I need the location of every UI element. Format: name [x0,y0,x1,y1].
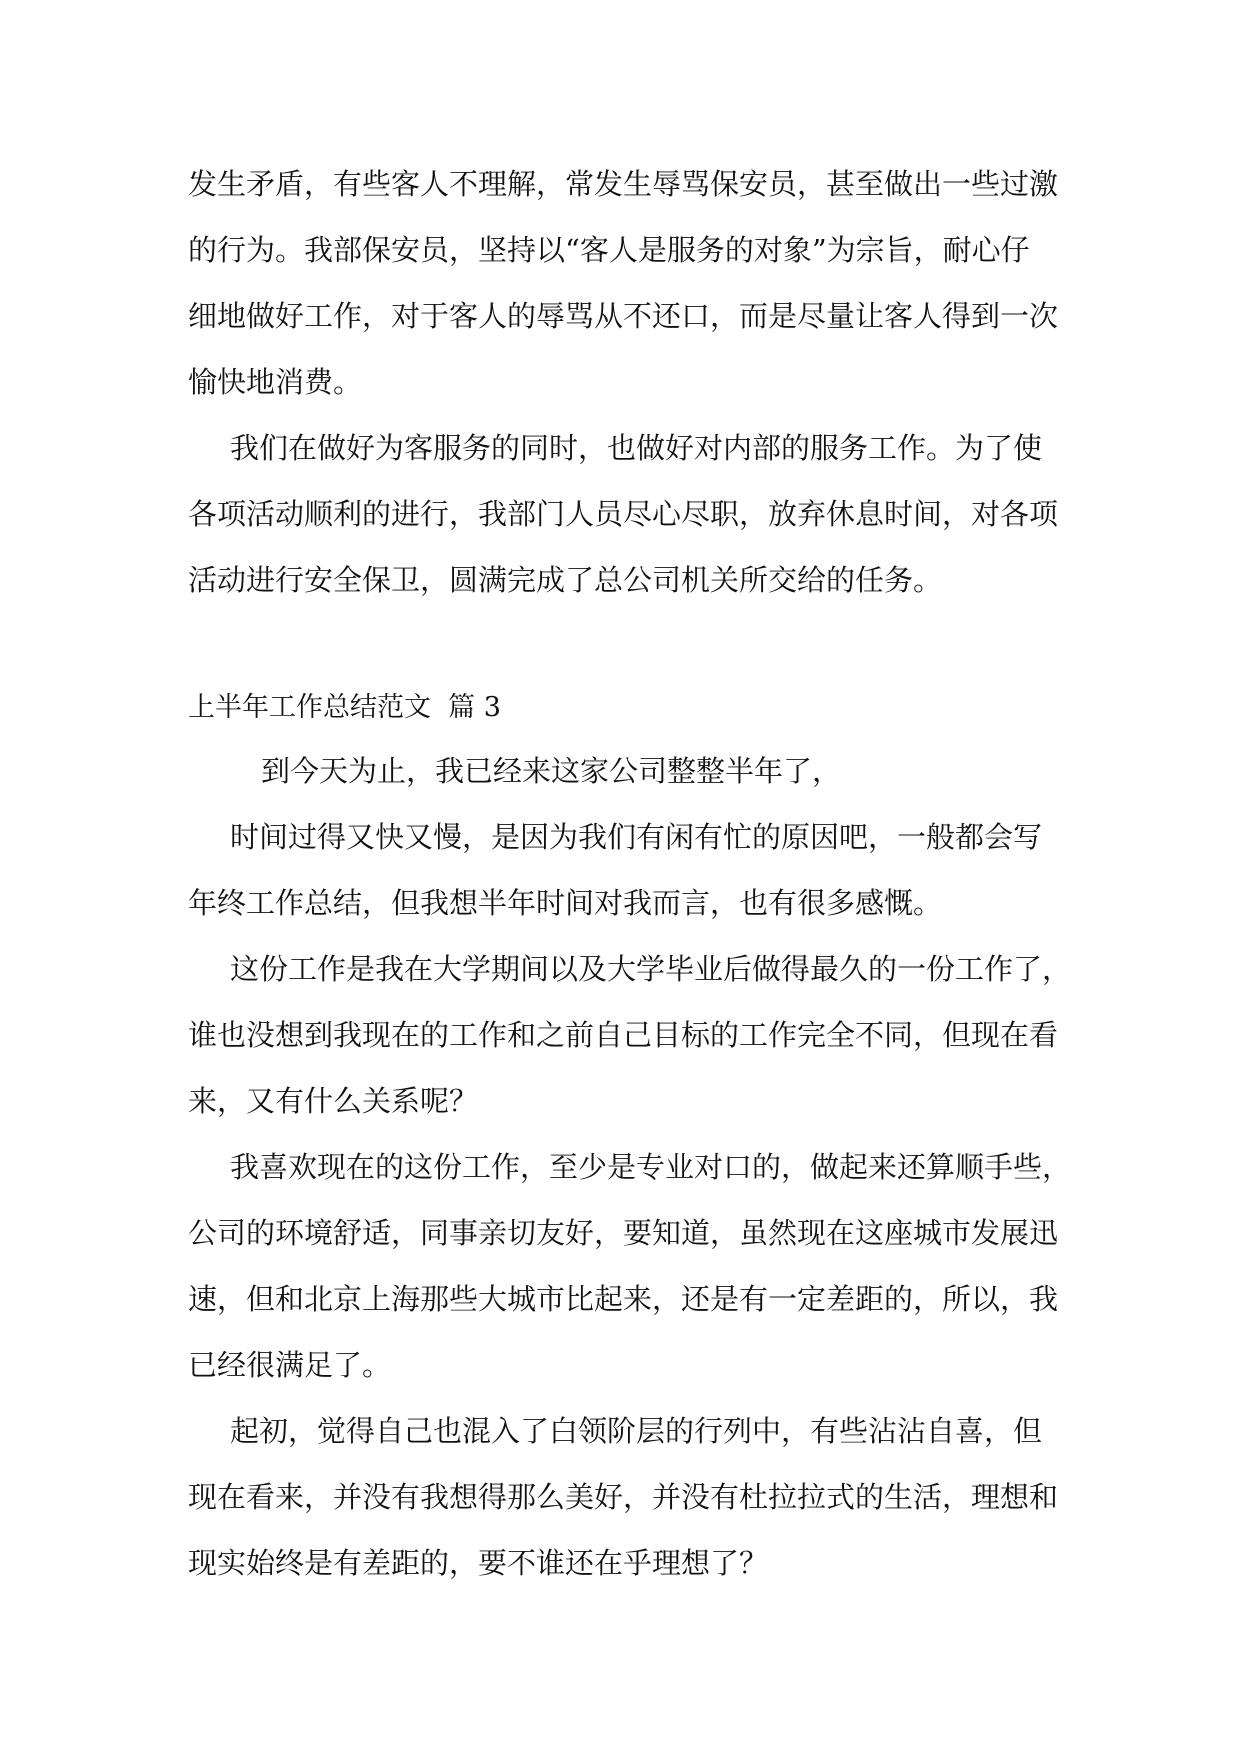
paragraph-1-line-1: 发生矛盾，有些客人不理解，常发生辱骂保安员，甚至做出一些过激 [188,167,1059,201]
paragraph-2-line-2: 各项活动顺利的进行，我部门人员尽心尽职，放弃休息时间，对各项 [188,497,1059,531]
section-title: 上半年工作总结范文 篇 3 [188,692,501,723]
paragraph-7-line-2: 现在看来，并没有我想得那么美好，并没有杜拉拉式的生活，理想和 [188,1480,1059,1514]
paragraph-6-line-2: 公司的环境舒适，同事亲切友好，要知道，虽然现在这座城市发展迅 [188,1216,1059,1250]
paragraph-2-line-1: 我们在做好为客服务的同时，也做好对内部的服务工作。为了使 [230,431,1043,465]
paragraph-1-line-2: 的行为。我部保安员，坚持以“客人是服务的对象”为宗旨，耐心仔 [188,233,1030,267]
paragraph-6-line-3: 速，但和北京上海那些大城市比起来，还是有一定差距的，所以，我 [188,1282,1059,1316]
paragraph-5-line-2: 谁也没想到我现在的工作和之前自己目标的工作完全不同，但现在看 [188,1018,1059,1052]
paragraph-2-line-3: 活动进行安全保卫，圆满完成了总公司机关所交给的任务。 [188,563,943,597]
paragraph-5-line-3: 来，又有什么关系呢？ [188,1084,479,1118]
paragraph-1-line-4: 愉快地消费。 [188,365,363,399]
paragraph-3-line-1: 到今天为止，我已经来这家公司整整半年了， [261,754,842,788]
paragraph-5-line-1: 这份工作是我在大学期间以及大学毕业后做得最久的一份工作了， [230,952,1072,986]
paragraph-6-line-1: 我喜欢现在的这份工作，至少是专业对口的，做起来还算顺手些， [230,1150,1072,1184]
paragraph-7-line-3: 现实始终是有差距的，要不谁还在乎理想了？ [188,1546,769,1580]
paragraph-7-line-1: 起初，觉得自己也混入了白领阶层的行列中，有些沾沾自喜，但 [230,1414,1043,1448]
paragraph-1-line-3: 细地做好工作，对于客人的辱骂从不还口，而是尽量让客人得到一次 [188,299,1059,333]
paragraph-4-line-2: 年终工作总结，但我想半年时间对我而言，也有很多感慨。 [188,886,943,920]
paragraph-4-line-1: 时间过得又快又慢，是因为我们有闲有忙的原因吧，一般都会写 [230,820,1043,854]
paragraph-6-line-4: 已经很满足了。 [188,1348,392,1382]
